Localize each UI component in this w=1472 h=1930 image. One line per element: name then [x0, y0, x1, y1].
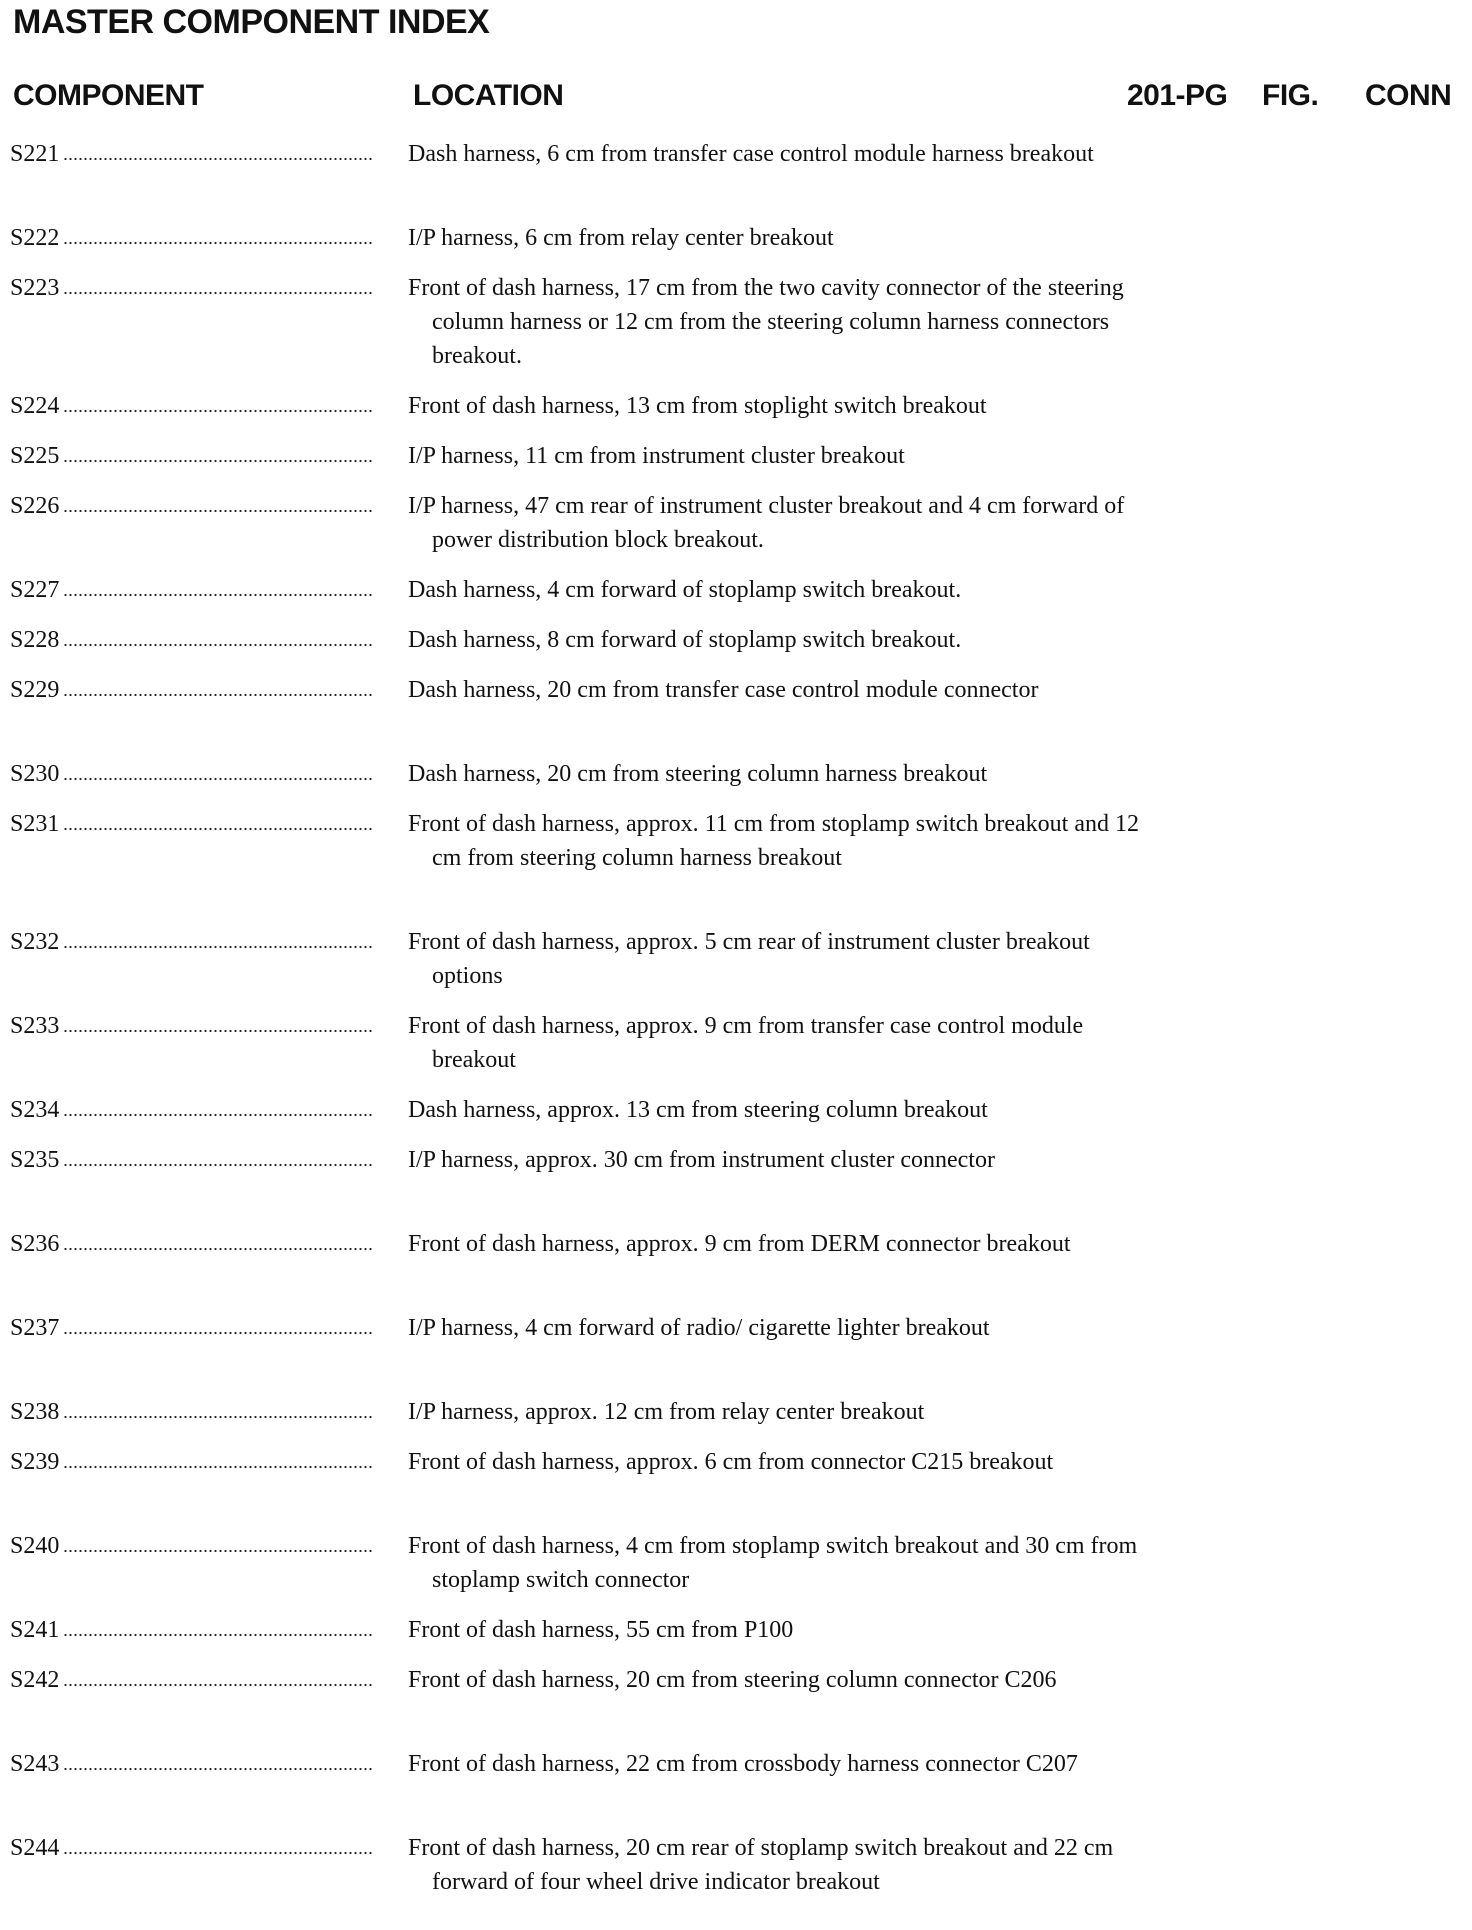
component-code: S240: [10, 1533, 60, 1559]
component-code: S222: [10, 225, 60, 251]
component-location: Dash harness, 6 cm from transfer case control module harness breakout: [408, 141, 1094, 167]
component-location: I/P harness, 4 cm forward of radio/ cigarette lighter breakout: [408, 1315, 990, 1341]
component-code: S230: [10, 761, 60, 787]
leader-dots: [63, 241, 373, 245]
component-location: Dash harness, 4 cm forward of stoplamp switch breakout.: [408, 577, 962, 603]
component-location: I/P harness, 47 cm rear of instrument cluster breakout and 4 cm forward of power distribution block breakout.: [408, 493, 1125, 553]
component-code: S226: [10, 493, 60, 519]
leader-dots: [63, 1163, 373, 1167]
leader-dots: [63, 1113, 373, 1117]
leader-dots: [63, 1029, 373, 1033]
leader-dots: [63, 1767, 373, 1771]
component-code: S241: [10, 1617, 60, 1643]
component-location: Front of dash harness, 20 cm rear of stoplamp switch breakout and 22 cm forward of four wheel drive indicator breakout: [408, 1835, 1114, 1895]
component-location: I/P harness, approx. 12 cm from relay center breakout: [408, 1399, 925, 1425]
leader-dots: [63, 291, 373, 295]
component-location: Front of dash harness, approx. 9 cm from transfer case control module breakout: [408, 1013, 1084, 1073]
leader-dots: [63, 777, 373, 781]
component-location: Front of dash harness, 20 cm from steering column connector C206: [408, 1667, 1057, 1693]
component-code: S242: [10, 1667, 60, 1693]
leader-dots: [63, 157, 373, 161]
component-location: Front of dash harness, 22 cm from crossbody harness connector C207: [408, 1751, 1078, 1777]
leader-dots: [63, 827, 373, 831]
component-location: Front of dash harness, approx. 5 cm rear of instrument cluster breakout options: [408, 929, 1090, 989]
leader-dots: [63, 1683, 373, 1687]
component-location: Dash harness, approx. 13 cm from steering column breakout: [408, 1097, 988, 1123]
component-location: Front of dash harness, 4 cm from stoplamp switch breakout and 30 cm from stoplamp switch connector: [408, 1533, 1138, 1593]
component-location: Front of dash harness, approx. 11 cm from stoplamp switch breakout and 12 cm from steering column harness breakout: [408, 811, 1139, 871]
leader-dots: [63, 1247, 373, 1251]
component-code: S223: [10, 275, 60, 301]
leader-dots: [63, 1549, 373, 1553]
component-code: S235: [10, 1147, 60, 1173]
leader-dots: [63, 409, 373, 413]
component-location: Front of dash harness, approx. 6 cm from connector C215 breakout: [408, 1449, 1054, 1475]
leader-dots: [63, 509, 373, 513]
component-code: S233: [10, 1013, 60, 1039]
component-code: S224: [10, 393, 60, 419]
component-code: S238: [10, 1399, 60, 1425]
leader-dots: [63, 945, 373, 949]
component-code: S239: [10, 1449, 60, 1475]
component-code: S237: [10, 1315, 60, 1341]
component-location: Front of dash harness, 17 cm from the two cavity connector of the steering column harness or 12 cm from the steering column harness connectors breakout.: [408, 275, 1124, 369]
leader-dots: [63, 643, 373, 647]
component-location: Front of dash harness, 13 cm from stoplight switch breakout: [408, 393, 987, 419]
component-location: Dash harness, 8 cm forward of stoplamp switch breakout.: [408, 627, 962, 653]
component-code: S227: [10, 577, 60, 603]
leader-dots: [63, 593, 373, 597]
component-location: I/P harness, 6 cm from relay center breakout: [408, 225, 834, 251]
component-code: S229: [10, 677, 60, 703]
component-location: I/P harness, approx. 30 cm from instrument cluster connector: [408, 1147, 995, 1173]
component-location: Dash harness, 20 cm from steering column harness breakout: [408, 761, 988, 787]
component-code: S225: [10, 443, 60, 469]
component-location: Front of dash harness, approx. 9 cm from DERM connector breakout: [408, 1231, 1071, 1257]
column-header-page: 201-PG: [1127, 79, 1228, 112]
leader-dots: [63, 1633, 373, 1637]
component-location: Front of dash harness, 55 cm from P100: [408, 1617, 794, 1643]
leader-dots: [63, 1851, 373, 1855]
column-header-conn: CONN: [1365, 79, 1452, 112]
leader-dots: [63, 459, 373, 463]
leader-dots: [63, 1465, 373, 1469]
column-header-location: LOCATION: [413, 79, 564, 112]
component-code: S243: [10, 1751, 60, 1777]
component-code: S234: [10, 1097, 60, 1123]
leader-dots: [63, 693, 373, 697]
column-header-fig: FIG.: [1262, 79, 1319, 112]
leader-dots: [63, 1415, 373, 1419]
component-location: Dash harness, 20 cm from transfer case control module connector: [408, 677, 1039, 703]
leader-dots: [63, 1331, 373, 1335]
column-header-component: COMPONENT: [13, 79, 204, 112]
component-code: S221: [10, 141, 60, 167]
page-title: MASTER COMPONENT INDEX: [13, 3, 490, 41]
component-code: S236: [10, 1231, 60, 1257]
component-code: S232: [10, 929, 60, 955]
component-code: S231: [10, 811, 60, 837]
component-code: S228: [10, 627, 60, 653]
component-code: S244: [10, 1835, 60, 1861]
component-location: I/P harness, 11 cm from instrument cluster breakout: [408, 443, 905, 469]
